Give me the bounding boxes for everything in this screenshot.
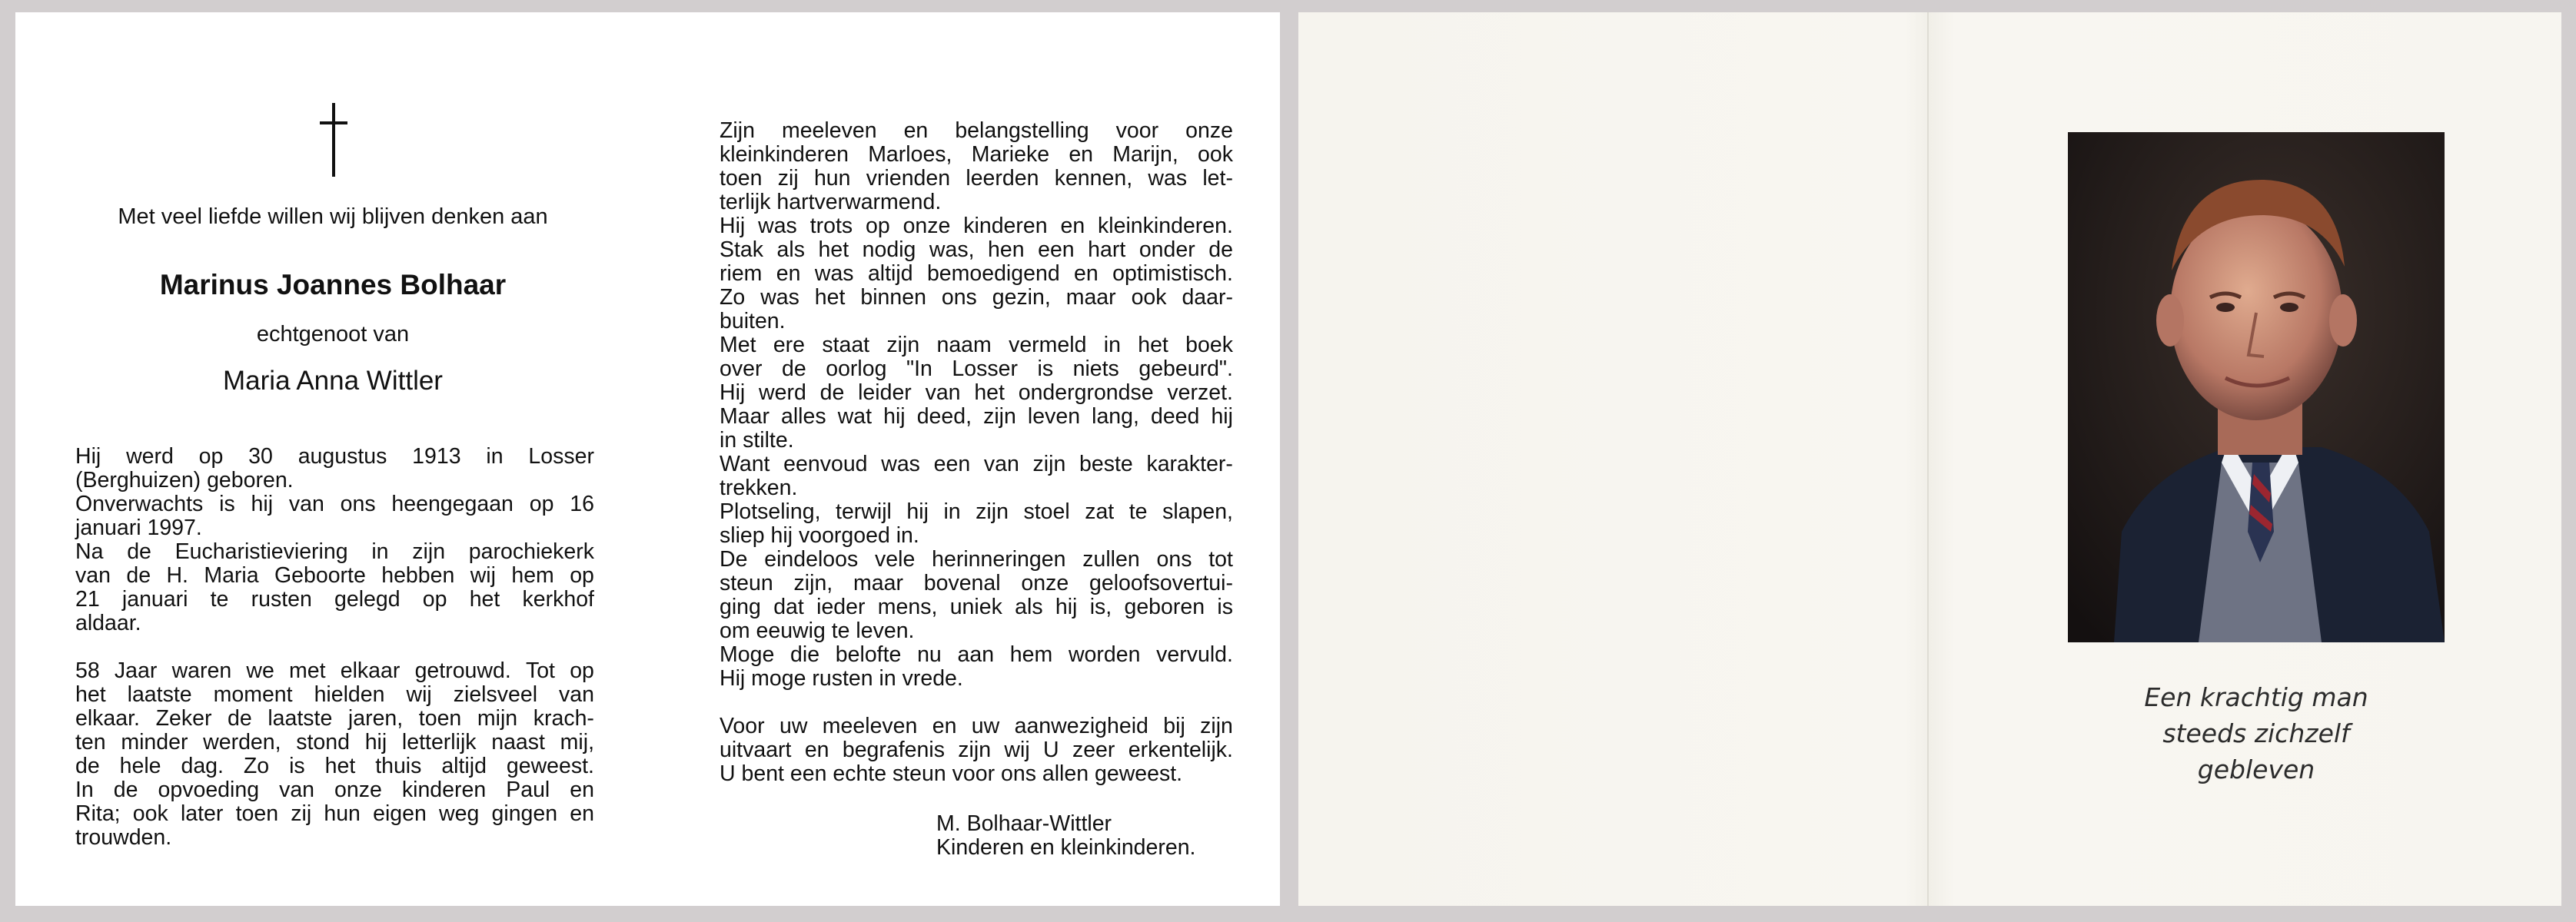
text-line: januari 1997.: [75, 516, 202, 540]
text-line: Rita; ook later toen zij hun eigen weg gingen en: [75, 801, 594, 826]
text-line: Want eenvoud was een van zijn beste karakter-: [720, 452, 1233, 476]
text-line: steun zijn, maar bovenal onze geloofsovertui-: [720, 571, 1233, 595]
text-line: aldaar.: [75, 611, 141, 635]
text-line: elkaar. Zeker de laatste jaren, toen mijn krach-: [75, 706, 594, 731]
text-line: Plotseling, terwijl hij in zijn stoel zat te slapen,: [720, 499, 1233, 524]
text-line: De eindeloos vele herinneringen zullen ons tot: [720, 547, 1233, 572]
text-line: trouwden.: [75, 825, 172, 850]
text-line: van de H. Maria Geboorte hebben wij hem op: [75, 563, 594, 588]
text-line: Hij werd de leider van het ondergrondse verzet.: [720, 380, 1233, 405]
text-line: uitvaart en begrafenis zijn wij U zeer erkentelijk.: [720, 738, 1233, 762]
text-line: Voor uw meeleven en uw aanwezigheid bij zijn: [720, 714, 1233, 738]
text-line: Stak als het nodig was, hen een hart onder de: [720, 237, 1233, 262]
text-line: de hele dag. Zo is het thuis altijd geweest.: [75, 754, 594, 778]
caption-line: gebleven: [2197, 755, 2315, 784]
signature-line: M. Bolhaar-Wittler: [936, 811, 1112, 836]
text-line: Hij was trots op onze kinderen en kleinkinderen.: [720, 214, 1233, 238]
text-line: Zijn meeleven en belangstelling voor onze: [720, 118, 1233, 143]
text-line: Zo was het binnen ons gezin, maar ook daar-: [720, 285, 1233, 310]
text-line: over de oorlog "In Losser is niets gebeurd".: [720, 357, 1233, 381]
text-line: sliep hij voorgoed in.: [720, 523, 919, 548]
text-line: om eeuwig te leven.: [720, 619, 915, 643]
text-line: Hij werd op 30 augustus 1913 in Losser: [75, 444, 594, 469]
text-line: riem en was altijd bemoedigend en optimistisch.: [720, 261, 1233, 286]
text-line: Hij moge rusten in vrede.: [720, 666, 963, 691]
paragraph-gap: [720, 691, 1233, 715]
text-line: terlijk hartverwarmend.: [720, 190, 942, 214]
text-line: Met ere staat zijn naam vermeld in het boek: [720, 333, 1233, 357]
text-line: buiten.: [720, 309, 786, 333]
card-fold: [1927, 12, 1929, 906]
text-line: Onverwachts is hij van ons heengegaan op 16: [75, 492, 594, 516]
text-line: het laatste moment hielden wij zielsveel van: [75, 682, 594, 707]
cross-icon: [320, 103, 347, 177]
caption-line: steeds zichzelf: [2162, 718, 2350, 748]
text-line: U bent een echte steun voor ons allen geweest.: [720, 761, 1183, 786]
text-line: (Berghuizen) geboren.: [75, 468, 294, 493]
portrait-image: [2068, 132, 2445, 642]
text-line: ten minder werden, stond hij letterlijk naast mij,: [75, 730, 594, 755]
text-line: Moge die belofte nu aan hem worden vervuld.: [720, 642, 1233, 667]
card-photo-side: [1298, 12, 2561, 906]
paragraph-gap: [75, 635, 594, 659]
spouse-label: echtgenoot van: [256, 322, 410, 347]
card-text-side: [15, 12, 1280, 906]
text-line: 58 Jaar waren we met elkaar getrouwd. Tot op: [75, 658, 594, 683]
caption-line: Een krachtig man: [2144, 682, 2368, 712]
deceased-name: Marinus Joannes Bolhaar: [159, 269, 507, 300]
text-line: Maar alles wat hij deed, zijn leven lang, deed hij: [720, 404, 1233, 429]
spouse-name: Maria Anna Wittler: [223, 366, 443, 396]
portrait-photo: [2068, 132, 2445, 642]
biography-right-column: [720, 119, 1233, 786]
text-line: Na de Eucharistieviering in zijn parochiekerk: [75, 539, 594, 564]
text-line: kleinkinderen Marloes, Marieke en Marijn, ook: [720, 142, 1233, 167]
biography-left-column: [75, 445, 594, 850]
photo-caption: [2068, 679, 2445, 788]
intro-text: Met veel liefde willen wij blijven denken aan: [118, 204, 548, 229]
text-line: trekken.: [720, 476, 798, 500]
text-line: in stilte.: [720, 428, 794, 453]
signature-line: Kinderen en kleinkinderen.: [936, 835, 1196, 860]
text-line: ging dat ieder mens, uniek als hij is, geboren is: [720, 595, 1233, 619]
text-line: toen zij hun vrienden leerden kennen, was let-: [720, 166, 1233, 191]
text-line: 21 januari te rusten gelegd op het kerkhof: [75, 587, 594, 612]
text-line: In de opvoeding van onze kinderen Paul en: [75, 778, 594, 802]
signature: [936, 812, 1195, 860]
